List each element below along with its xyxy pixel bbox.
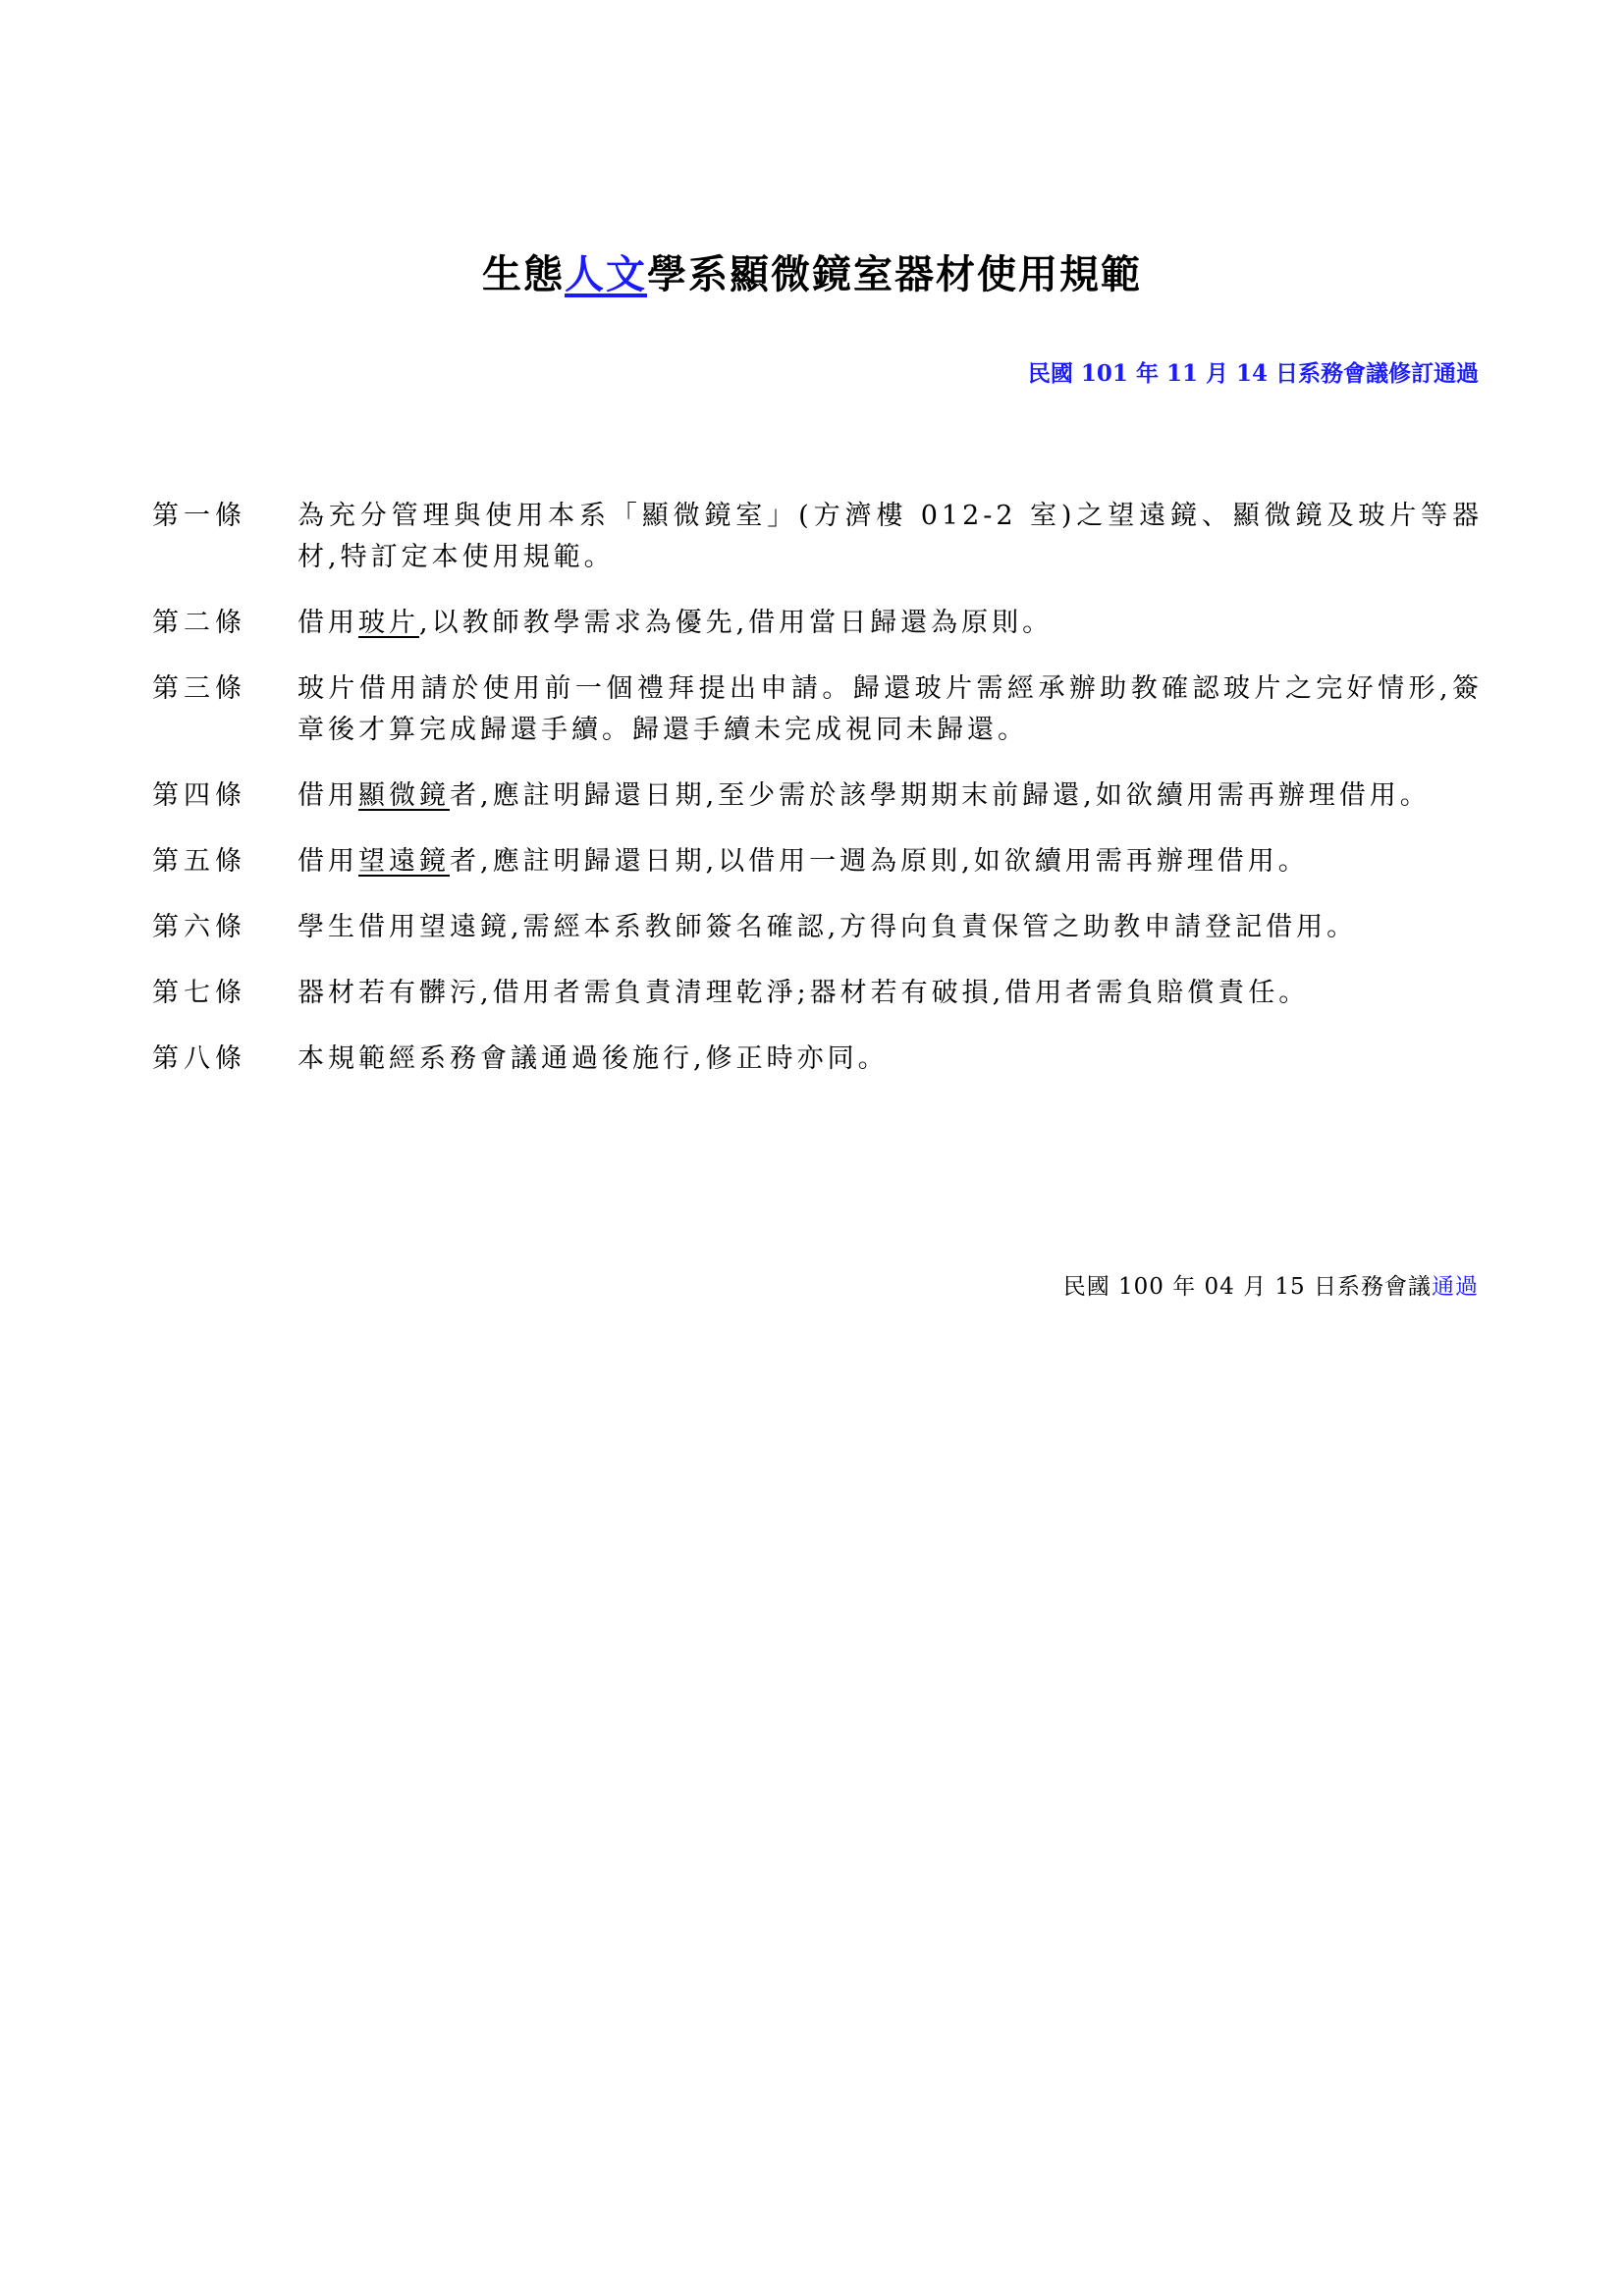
- revision-note: 民國 101 年 11 月 14 日系務會議修訂通過: [1027, 360, 1479, 387]
- article-2: [152, 603, 1483, 644]
- article-text-pre: 借用: [298, 780, 358, 811]
- footer-highlight: 通過: [1432, 1274, 1479, 1300]
- article-text-pre: 借用: [298, 608, 358, 638]
- article-4: [152, 775, 1483, 817]
- article-text: 本規範經系務會議通過後施行,修正時亦同。: [298, 1043, 889, 1074]
- article-text-post: 者,應註明歸還日期,至少需於該學期期末前歸還,如欲續用需再辦理借用。: [450, 780, 1431, 811]
- article-underlined-term: 顯微鏡: [358, 780, 450, 811]
- article-text-post: 者,應註明歸還日期,以借用一週為原則,如欲續用需再辦理借用。: [450, 846, 1309, 877]
- article-3: [152, 668, 1483, 751]
- article-label: 第四條: [152, 780, 246, 811]
- article-text: [298, 603, 1483, 644]
- article-label: 第七條: [152, 978, 246, 1008]
- article-label: 第一條: [152, 501, 246, 531]
- article-text: 器材若有髒污,借用者需負責清理乾淨;器材若有破損,借用者需負賠償責任。: [298, 978, 1310, 1008]
- article-label: 第六條: [152, 912, 246, 942]
- article-1: [152, 496, 1483, 578]
- article-text-post: ,以教師教學需求為優先,借用當日歸還為原則。: [419, 608, 1054, 638]
- article-text: [298, 841, 1483, 882]
- article-text-pre: 借用: [298, 846, 358, 877]
- title-highlight: 人文: [565, 251, 647, 297]
- article-underlined-term: 玻片: [358, 608, 419, 638]
- article-8: [152, 1039, 1483, 1080]
- article-5: [152, 841, 1483, 882]
- footer-note: [1063, 1268, 1479, 1301]
- article-text: 學生借用望遠鏡,需經本系教師簽名確認,方得向負責保管之助教申請登記借用。: [298, 912, 1358, 942]
- article-6: [152, 907, 1483, 948]
- title-part-2: 學系顯微鏡室器材使用規範: [647, 251, 1142, 297]
- article-text: 為充分管理與使用本系「顯微鏡室」(方濟樓 012-2 室)之望遠鏡、顯微鏡及玻片等器材,特訂定本使用規範。: [298, 501, 1483, 572]
- article-label: 第八條: [152, 1043, 246, 1074]
- article-label: 第三條: [152, 673, 246, 704]
- article-label: 第五條: [152, 846, 246, 877]
- footer-text: 民國 100 年 04 月 15 日系務會議: [1062, 1274, 1432, 1300]
- title-part-1: 生態: [482, 251, 565, 297]
- article-text: [298, 775, 1483, 817]
- document-title: [0, 243, 1624, 299]
- article-underlined-term: 望遠鏡: [358, 846, 450, 877]
- article-text: 玻片借用請於使用前一個禮拜提出申請。歸還玻片需經承辦助教確認玻片之完好情形,簽章後才算完成歸還手續。歸還手續未完成視同未歸還。: [298, 673, 1483, 745]
- article-label: 第二條: [152, 608, 246, 638]
- articles-list: [152, 496, 1483, 1104]
- article-7: [152, 973, 1483, 1014]
